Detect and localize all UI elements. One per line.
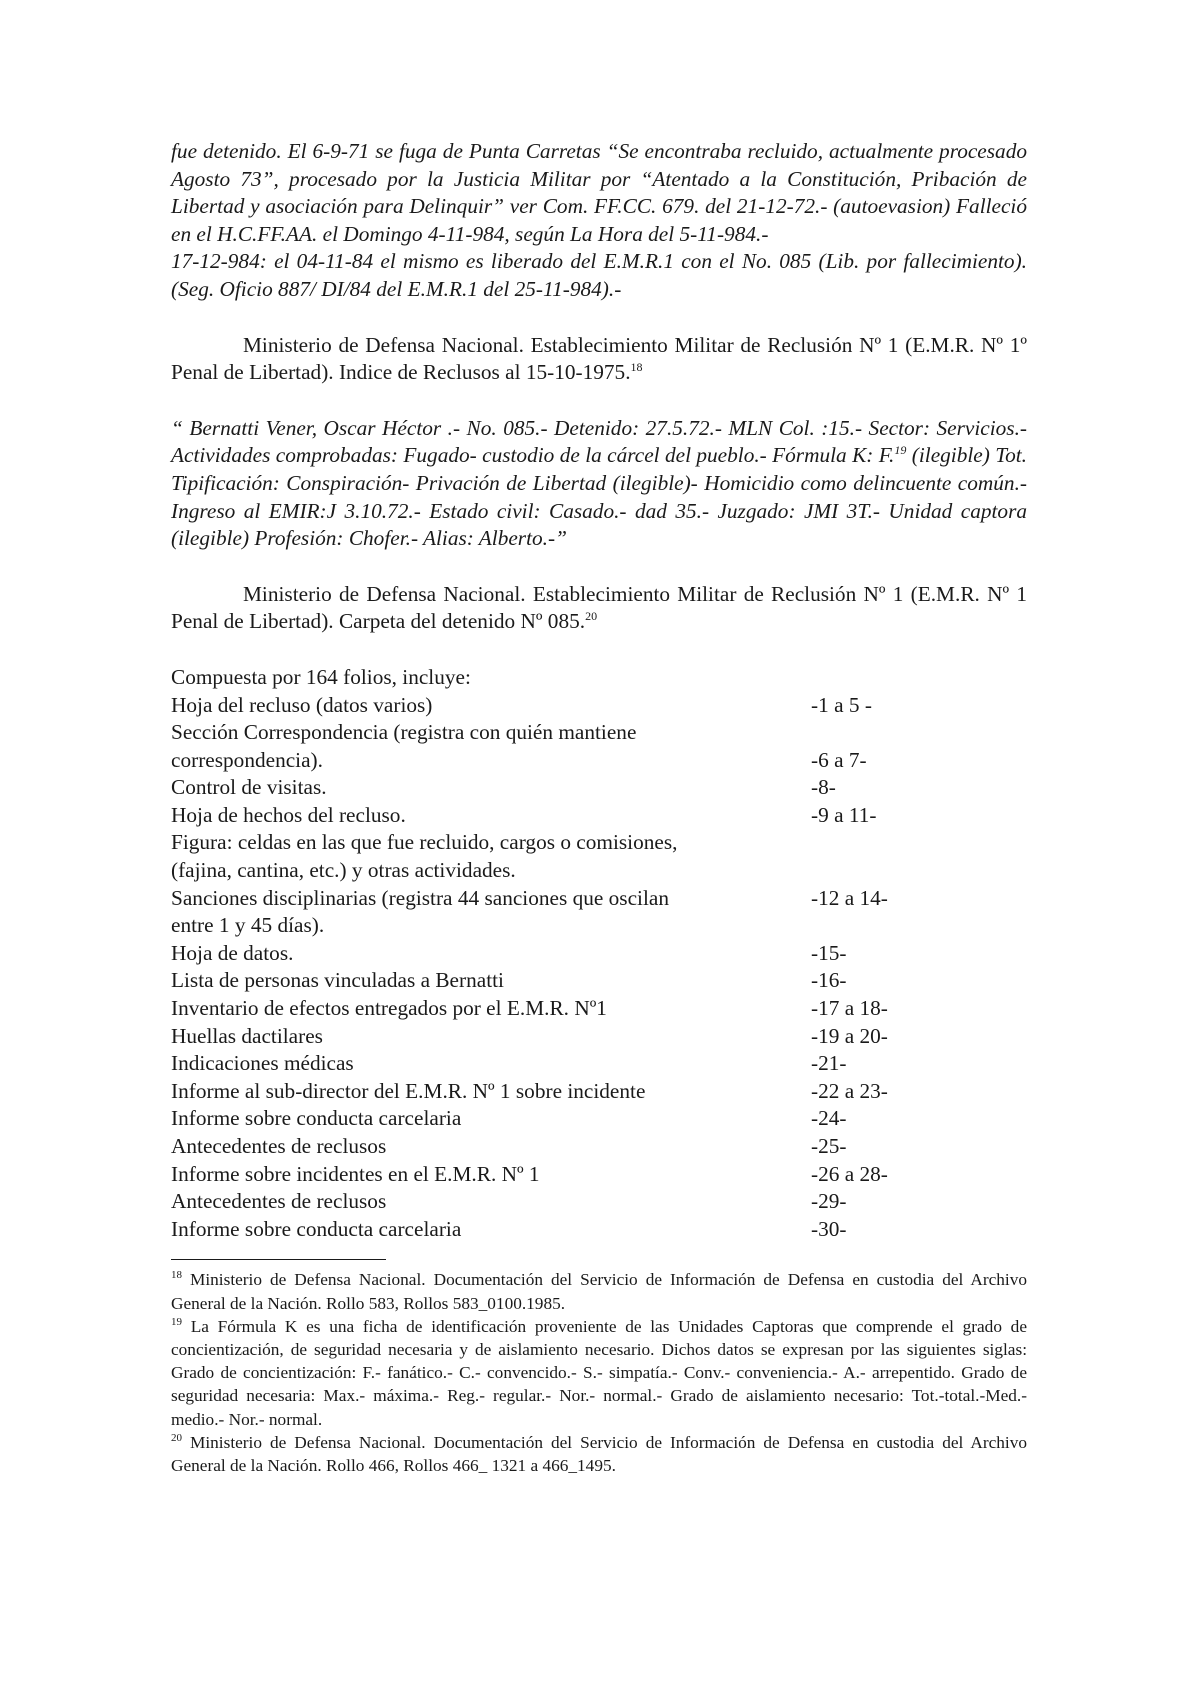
folio-row — [171, 967, 1027, 995]
section2-text: Ministerio de Defensa Nacional. Establecimiento Militar de Reclusión Nº 1 (E.M.R. Nº 1 Penal de Libertad). Carpeta del detenido Nº 085. — [171, 581, 1027, 634]
intro-text: fue detenido. El 6-9-71 se fuga de Punta Carretas “Se encontraba recluido, actualmente procesado Agosto 73”, procesado por la Justicia Militar por “Atentado a la Constitución, Pribación de Libertad y asociación para Delinquir” ver Com. FF.CC. 679. del 21-12-72.- (autoevasion) Falleció en el H.C.FF.AA. el Domingo 4-11-984, según La Hora del 5-11-984.- — [171, 139, 1027, 246]
folio-description: Hoja del recluso (datos varios) — [171, 692, 433, 717]
folio-row — [171, 995, 1027, 1023]
intro-paragraph — [171, 138, 1027, 304]
folio-row — [171, 1133, 1027, 1161]
quote-text-1: “ Bernatti Vener, Oscar Héctor .- No. 085.- Detenido: 27.5.72.- MLN Col. :15.- Sector: Servicios.- Actividades comprobadas: Fugado- custodio de la cárcel del pueblo.- Fórmula K: F. — [171, 415, 1027, 468]
folio-pages: -15- — [811, 940, 847, 965]
folios-list — [171, 692, 1027, 1244]
section1-text: Ministerio de Defensa Nacional. Establecimiento Militar de Reclusión Nº 1 (E.M.R. Nº 1º Penal de Libertad). Indice de Reclusos al 15-10-1975. — [171, 332, 1027, 385]
folios-heading: Compuesta por 164 folios, incluye: — [171, 664, 471, 689]
folio-description: Figura: celdas en las que fue recluido, cargos o comisiones, — [171, 830, 678, 855]
folio-pages: -22 a 23- — [811, 1078, 888, 1103]
folio-row — [171, 912, 1027, 940]
folio-pages: -21- — [811, 1051, 847, 1076]
folio-pages: -30- — [811, 1216, 847, 1241]
folio-description: Informe sobre conducta carcelaria — [171, 1106, 462, 1131]
folio-pages: -24- — [811, 1106, 847, 1131]
folio-description: Hoja de hechos del recluso. — [171, 802, 406, 827]
footnote-number: 19 — [171, 1316, 182, 1329]
folio-pages: -1 a 5 - — [811, 692, 872, 717]
folio-row — [171, 692, 1027, 720]
folio-pages: -25- — [811, 1134, 847, 1158]
folio-description: Hoja de datos. — [171, 940, 294, 965]
folio-row — [171, 1023, 1027, 1051]
footnote-text: La Fórmula K es una ficha de identificación proveniente de las Unidades Captoras que comprende el grado de concientización, de seguridad necesaria y de aislamiento necesario. Dichos datos se expresan por las siguientes siglas: Grado de concientización: F.- fanático.- C.- convencido.- S.- simpatía.- Conv.- conveniencia.- A.- arrepentido. Grado de seguridad necesaria: Max.- máxima.- Reg.- regular.- Nor.- normal.- Grado de aislamiento necesario: Tot.-total.-Med.-medio.- Nor.- normal. — [171, 1316, 1027, 1429]
footnote-number: 20 — [171, 1432, 182, 1445]
folio-description: Informe sobre incidentes en el E.M.R. Nº 1 — [171, 1161, 540, 1186]
intro-text-2: 17-12-984: el 04-11-84 el mismo es liberado del E.M.R.1 con el No. 085 (Lib. por fallecimiento). (Seg. Oficio 887/ DI/84 del E.M.R.1 del 25-11-984).- — [171, 249, 1027, 301]
folio-description: (fajina, cantina, etc.) y otras actividades. — [171, 858, 516, 883]
folio-description: Sección Correspondencia (registra con quién mantiene — [171, 720, 637, 745]
folio-description: Informe al sub-director del E.M.R. Nº 1 sobre incidente — [171, 1078, 646, 1103]
footnotes — [171, 1268, 1027, 1477]
folio-row — [171, 1050, 1027, 1078]
footnote-20 — [171, 1431, 1027, 1477]
folio-row — [171, 1105, 1027, 1133]
quote-paragraph — [171, 415, 1027, 553]
folio-pages: -19 a 20- — [811, 1023, 888, 1048]
folio-row — [171, 774, 1027, 802]
folio-description: correspondencia). — [171, 747, 323, 772]
folio-row — [171, 857, 1027, 885]
footnote-text: Ministerio de Defensa Nacional. Documentación del Servicio de Información de Defensa en custodia del Archivo General de la Nación. Rollo 583, Rollos 583_0100.1985. — [171, 1270, 1027, 1313]
folio-row — [171, 802, 1027, 830]
folio-row — [171, 1188, 1027, 1216]
folio-description: Informe sobre conducta carcelaria — [171, 1216, 462, 1241]
footnote-number: 18 — [171, 1269, 182, 1282]
folio-description: Indicaciones médicas — [171, 1051, 354, 1076]
footnote-18 — [171, 1268, 1027, 1314]
folio-pages: -17 a 18- — [811, 996, 888, 1021]
section2-paragraph — [171, 581, 1027, 636]
folio-pages: -12 a 14- — [811, 885, 888, 910]
folio-row — [171, 719, 1027, 747]
folio-description: Lista de personas vinculadas a Bernatti — [171, 968, 504, 993]
folio-row — [171, 829, 1027, 857]
document-page — [171, 138, 1027, 1477]
folio-pages: -9 a 11- — [811, 802, 877, 827]
folio-row — [171, 1078, 1027, 1106]
folio-row — [171, 1161, 1027, 1189]
folio-description: Sanciones disciplinarias (registra 44 sanciones que oscilan — [171, 885, 669, 910]
folio-pages: -6 a 7- — [811, 747, 867, 772]
folio-description: Inventario de efectos entregados por el E.M.R. Nº1 — [171, 996, 607, 1021]
section1-paragraph — [171, 332, 1027, 387]
folio-description: Antecedentes de reclusos — [171, 1134, 387, 1158]
footnote-separator — [171, 1259, 386, 1260]
folio-pages: -29- — [811, 1189, 847, 1214]
footnote-ref-18: 18 — [630, 360, 643, 375]
folio-description: entre 1 y 45 días). — [171, 913, 325, 938]
folio-description: Antecedentes de reclusos — [171, 1189, 387, 1214]
quote-text-2: (ilegible) Tot. Tipificación: Conspiración- Privación de Libertad (ilegible)- Homicidio como delincuente común.- Ingreso al EMIR:J 3.10.72.- Estado civil: Casado.- dad 35.- Juzgado: JMI 3T.- Unidad captora (ilegible) Profesión: Chofer.- Alias: Alberto.-” — [171, 443, 1027, 551]
footnote-ref-20: 20 — [585, 609, 598, 624]
footnote-ref-19: 19 — [894, 443, 907, 458]
folio-row — [171, 747, 1027, 775]
footnote-text: Ministerio de Defensa Nacional. Documentación del Servicio de Información de Defensa en custodia del Archivo General de la Nación. Rollo 466, Rollos 466_ 1321 a 466_1495. — [171, 1432, 1027, 1475]
folio-pages: -26 a 28- — [811, 1161, 888, 1186]
folio-row — [171, 940, 1027, 968]
folio-pages: -16- — [811, 968, 847, 993]
folio-row — [171, 885, 1027, 913]
footnote-19 — [171, 1315, 1027, 1431]
folio-row — [171, 1216, 1027, 1244]
folio-description: Huellas dactilares — [171, 1023, 323, 1048]
folio-pages: -8- — [811, 775, 836, 800]
folio-description: Control de visitas. — [171, 775, 327, 800]
